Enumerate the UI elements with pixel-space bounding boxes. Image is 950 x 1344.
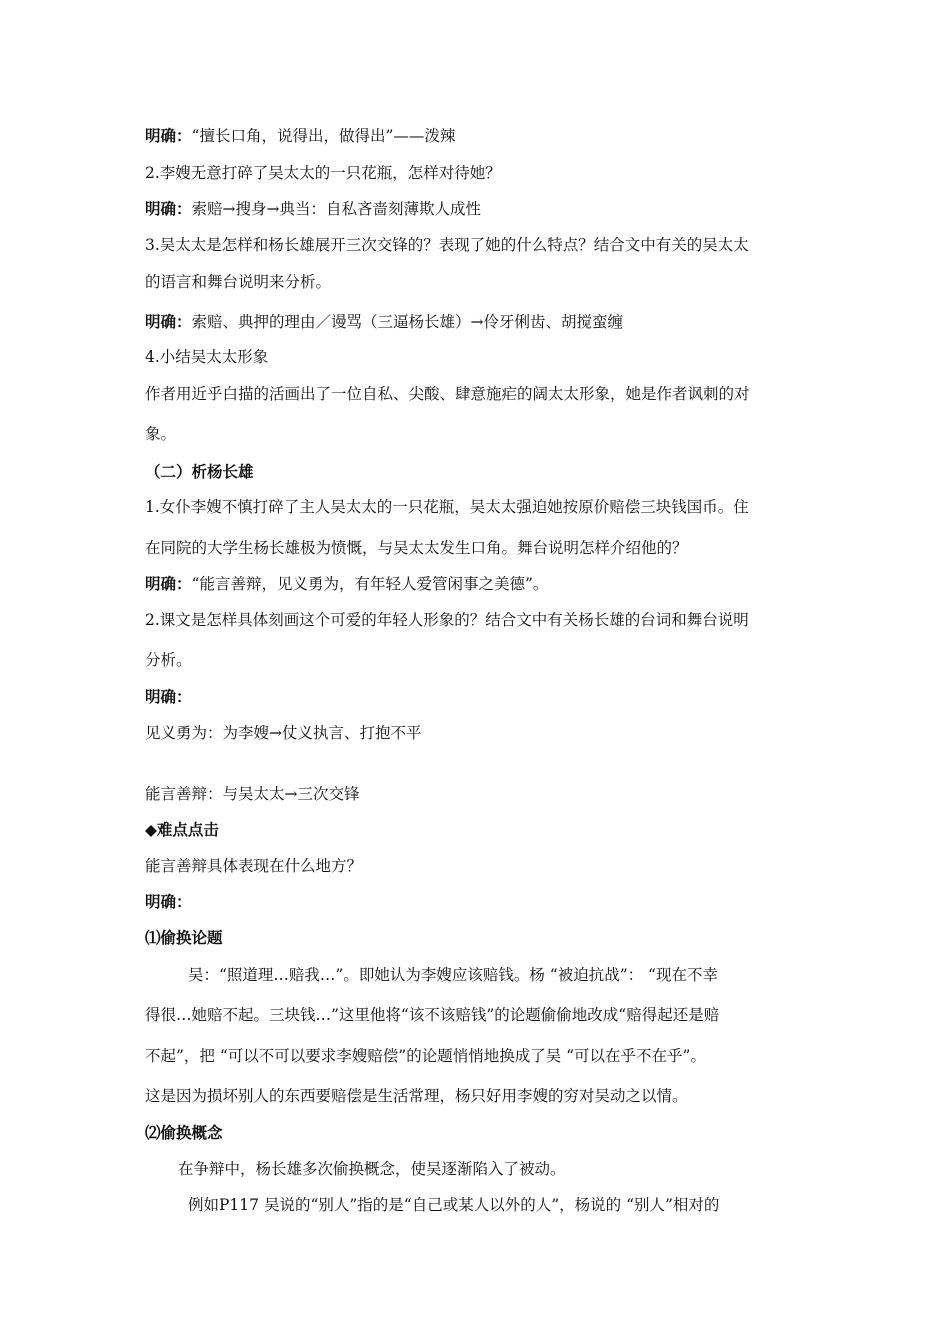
answer-text: “能言善辩，见义勇为，有年轻人爱管闲事之美德”。: [191, 575, 549, 593]
question-4: 4.小结吴太太形象: [145, 348, 269, 366]
yang-question-1-line-1: 1.女仆李嫂不慎打碎了主人吴太太的一只花瓶，吴太太强迫她按原价赔偿三块钱国币。住: [145, 498, 749, 516]
trait-brave: 见义勇为：为李嫂→仗义执言、打抱不平: [145, 724, 422, 742]
answer-line-shrew: [145, 126, 810, 146]
topic-switch-line-3: 不起”，把 “可以不可以要求李嫂赔偿”的论题悄悄地换成了吴 “可以在乎不在乎”。: [145, 1047, 706, 1065]
difficulty-heading: ◆难点点击: [145, 820, 219, 839]
summary-line-1: 作者用近乎白描的活画出了一位自私、尖酸、肆意施疟的阔太太形象，她是作者讽刺的对: [145, 385, 750, 403]
answer-label-standalone: 明确：: [145, 687, 192, 706]
section-heading-yang: （二）析杨长雄: [145, 462, 254, 481]
question-2: 2.李嫂无意打碎了吴太太的一只花瓶，怎样对待她？: [145, 164, 501, 182]
trait-eloquent: 能言善辩：与吴太太→三次交锋: [145, 785, 360, 803]
topic-switch-line-4: 这是因为损坏别人的东西要赔偿是生活常理，杨只好用李嫂的穷对吴动之以情。: [145, 1087, 688, 1105]
concept-switch-line-2: 例如P117 吴说的“别人”指的是“自己或某人以外的人”，杨说的 “别人”相对的: [188, 1196, 720, 1214]
topic-switch-line-2: 得很…她赔不起。三块钱…”这里他将“该不该赔钱”的论题偷偷地改成“赔得起还是赔: [145, 1006, 720, 1024]
concept-switch-line-1: 在争辩中，杨长雄多次偷换概念，使吴逐渐陷入了被动。: [178, 1160, 566, 1178]
summary-line-2: 象。: [145, 425, 177, 443]
answer-line-eloquent: [145, 574, 810, 594]
answer-line-sharp-tongue: [145, 312, 810, 332]
answer-label-difficulty: 明确：: [145, 892, 192, 911]
answer-text: “擅长口角，说得出，做得出”——泼辣: [191, 127, 456, 145]
answer-label: 明确：: [145, 574, 192, 593]
subheading-concept-switch: ⑵偷换概念: [145, 1123, 223, 1142]
question-3-line-2: 的语言和舞台说明来分析。: [145, 273, 332, 291]
difficulty-question: 能言善辩具体表现在什么地方？: [145, 857, 363, 875]
yang-question-2-line-2: 分析。: [145, 651, 192, 669]
answer-label: 明确：: [145, 312, 192, 331]
subheading-topic-switch: ⑴偷换论题: [145, 928, 223, 947]
answer-label: 明确：: [145, 199, 192, 218]
yang-question-2-line-1: 2.课文是怎样具体刻画这个可爱的年轻人形象的？结合文中有关杨长雄的台词和舞台说明: [145, 611, 749, 629]
yang-question-1-line-2: 在同院的大学生杨长雄极为愤慨，与吴太太发生口角。舞台说明怎样介绍他的？: [145, 539, 688, 557]
answer-line-selfish: [145, 199, 810, 219]
answer-text: 索赔、典押的理由／谩骂（三逼杨长雄）→伶牙俐齿、胡搅蛮缠: [191, 313, 624, 331]
question-3-line-1: 3.吴太太是怎样和杨长雄展开三次交锋的？表现了她的什么特点？结合文中有关的吴太太: [145, 236, 749, 254]
answer-label: 明确：: [145, 126, 192, 145]
answer-text: 索赔→搜身→典当：自私吝啬刻薄欺人成性: [191, 200, 481, 218]
topic-switch-line-1: 吴：“照道理…赔我…”。即她认为李嫂应该赔钱。杨 “被迫抗战”： “现在不幸: [188, 966, 718, 984]
